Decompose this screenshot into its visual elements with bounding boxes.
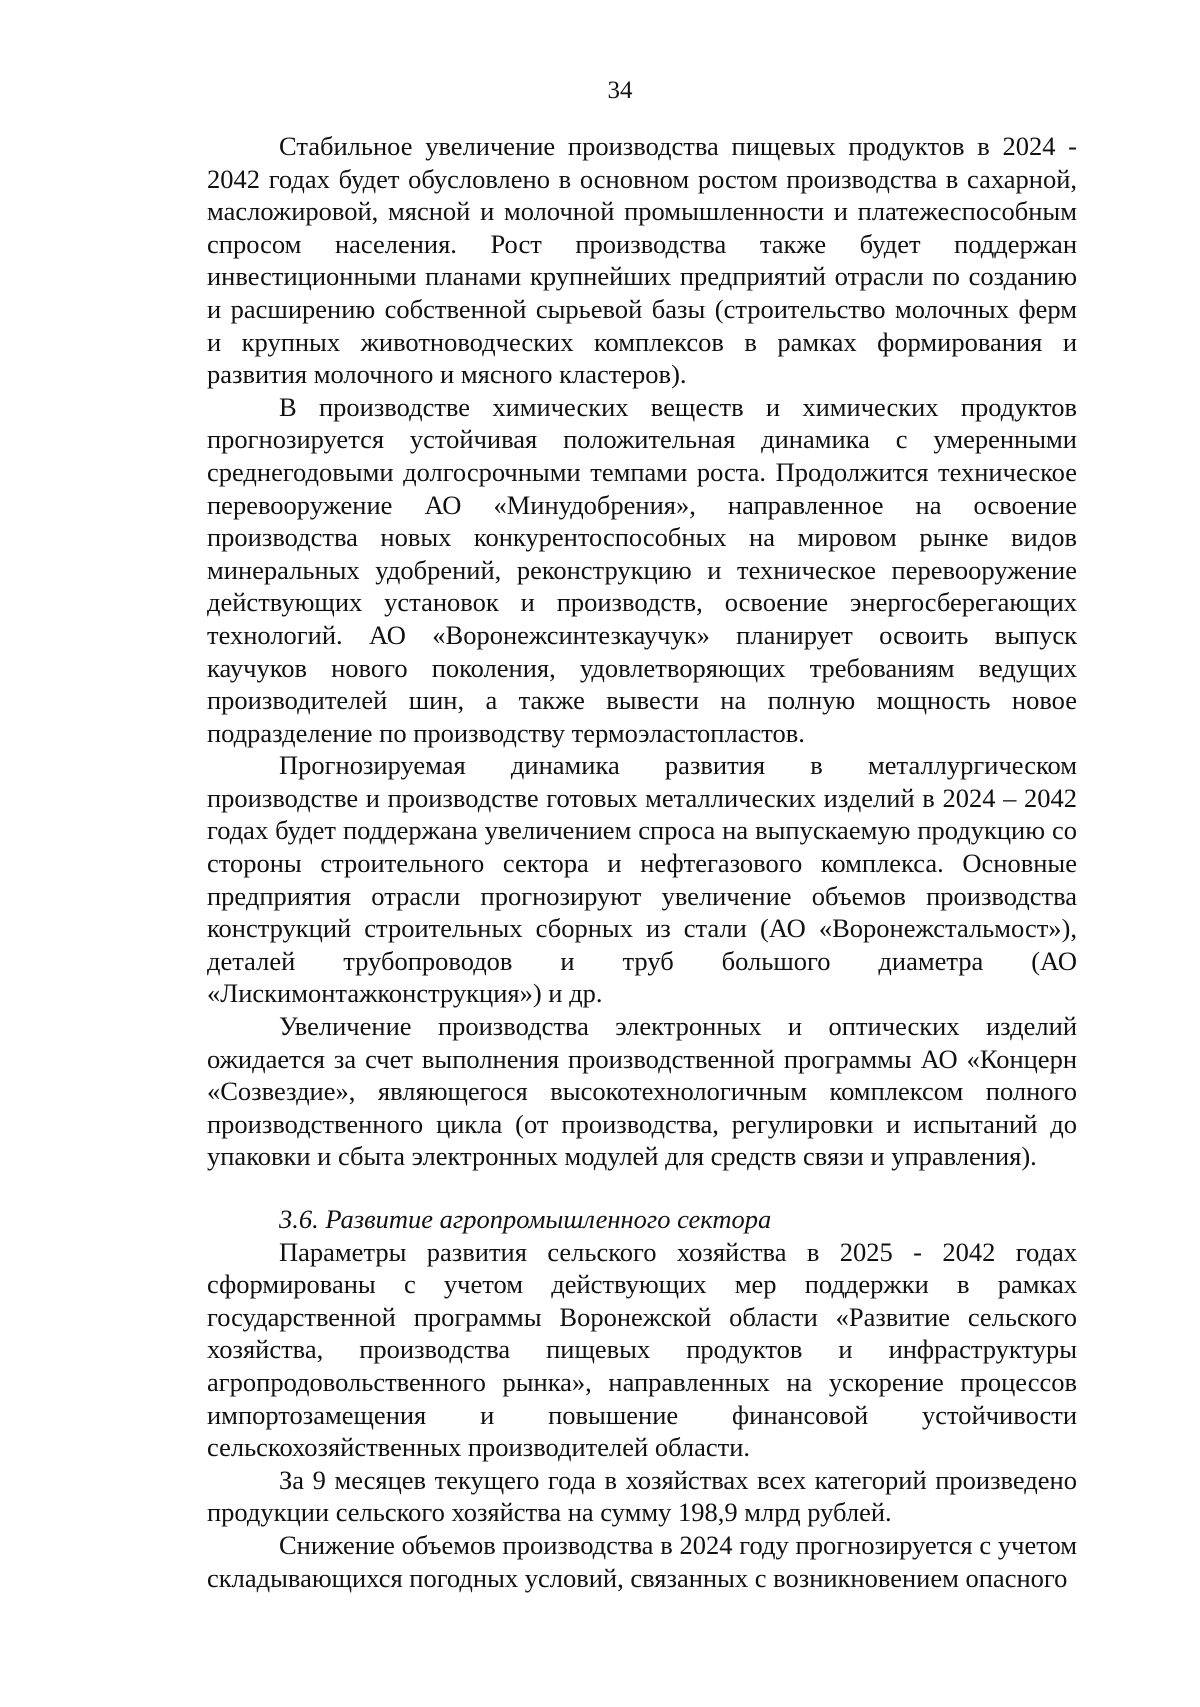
- paragraph-chemical-production: В производстве химических веществ и химических продуктов прогнозируется устойчивая положительная динамика с умеренными среднегодовыми долгосрочными темпами роста. Продолжится техническое перевооружение АО «Минудобрения», направленное на освоение производства новых конкурентоспособных на мировом рынке видов минеральных удобрений, реконструкцию и техническое перевооружение действующих установок и производств, освоение энергосберегающих технологий. АО «Воронежсинтезкаучук» планирует освоить выпуск каучуков нового поколения, удовлетворяющих требованиям ведущих производителей шин, а также вывести на полную мощность новое подразделение по производству термоэластопластов.: [207, 391, 1077, 748]
- page-body: [207, 130, 1077, 1594]
- paragraph-agriculture-output: За 9 месяцев текущего года в хозяйствах всех категорий произведено продукции сельского хозяйства на сумму 198,9 млрд рублей.: [207, 1464, 1077, 1528]
- paragraph-food-production: Стабильное увеличение производства пищевых продуктов в 2024 - 2042 годах будет обусловлено в основном ростом производства в сахарной, масложировой, мясной и молочной промышленности и платежеспособным спросом населения. Рост производства также будет поддержан инвестиционными планами крупнейших предприятий отрасли по созданию и расширению собственной сырьевой базы (строительство молочных ферм и крупных животноводческих комплексов в рамках формирования и развития молочного и мясного кластеров).: [207, 131, 1077, 390]
- page-number: 34: [607, 77, 633, 104]
- paragraph-agriculture-parameters: Параметры развития сельского хозяйства в 2025 - 2042 годах сформированы с учетом действующих мер поддержки в рамках государственной программы Воронежской области «Развитие сельского хозяйства, производства пищевых продуктов и инфраструктуры агропродовольственного рынка», направленных на ускорение процессов импортозамещения и повышение финансовой устойчивости сельскохозяйственных производителей области.: [207, 1236, 1077, 1463]
- paragraph-production-decline: Снижение объемов производства в 2024 году прогнозируется с учетом складывающихся погодных условий, связанных с возникновением опасного: [207, 1529, 1077, 1593]
- paragraph-electronics: Увеличение производства электронных и оптических изделий ожидается за счет выполнения производственной программы АО «Концерн «Созвездие», являющегося высокотехнологичным комплексом полного производственного цикла (от производства, регулировки и испытаний до упаковки и сбыта электронных модулей для средств связи и управления).: [207, 1011, 1077, 1172]
- paragraph-metallurgy: Прогнозируемая динамика развития в металлургическом производстве и производстве готовых металлических изделий в 2024 – 2042 годах будет поддержана увеличением спроса на выпускаемую продукцию со стороны строительного сектора и нефтегазового комплекса. Основные предприятия отрасли прогнозируют увеличение объемов производства конструкций строительных сборных из стали (АО «Воронежстальмост»), деталей трубопроводов и труб большого диаметра (АО «Лискимонтажконструкция») и др.: [207, 750, 1077, 1009]
- section-heading: 3.6. Развитие агропромышленного сектора: [279, 1204, 772, 1234]
